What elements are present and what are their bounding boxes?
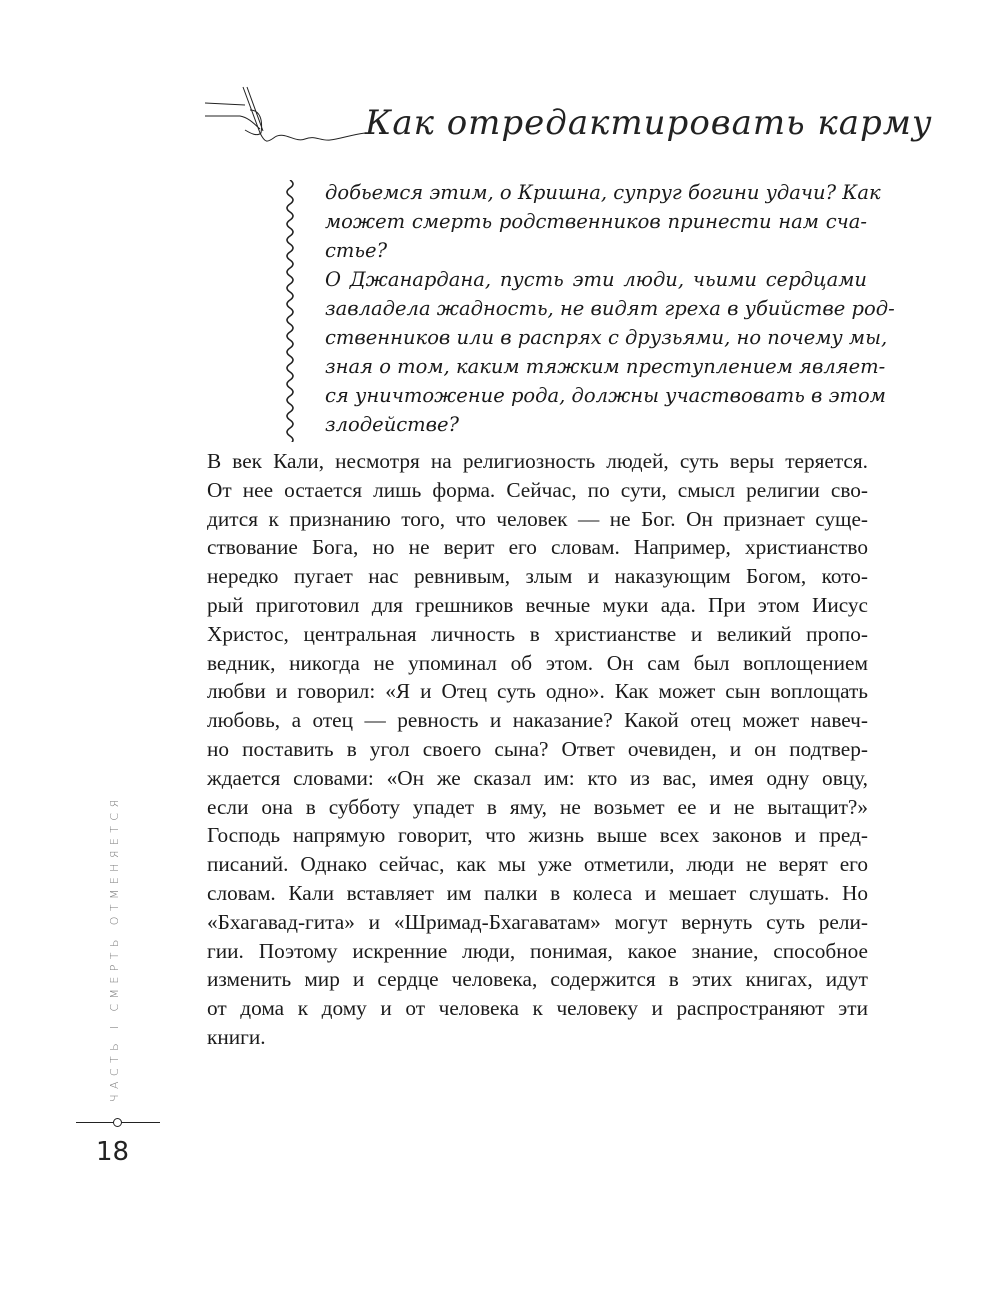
body-line: словам. Кали вставляет им палки в колеса и мешает слушать. Но (207, 880, 868, 905)
chapter-title: Как отредактировать карму (365, 103, 933, 143)
quote-line: может смерть родственников принести нам сча- (325, 210, 867, 233)
body-line: От нее остается лишь форма. Сейчас, по сути, смысл религии сво- (207, 477, 868, 502)
body-line: писаний. Однако сейчас, как мы уже отметили, люди не верят его (207, 852, 868, 877)
body-line: любви и говорил: «Я и Отец суть одно». Как может сын воплощать (207, 679, 868, 704)
wavy-quote-rule (283, 180, 297, 442)
quote-line: стье? (325, 239, 388, 262)
body-line: если она в субботу упадет в яму, не возьмет ее и не вытащит?» (207, 794, 868, 819)
footer-rule-dot (113, 1118, 122, 1127)
body-line: ждается словами: «Он же сказал им: кто из вас, имея одну овцу, (207, 765, 868, 790)
running-head: ЧАСТЬ I СМЕРТЬ ОТМЕНЯЕТСЯ (108, 794, 121, 1102)
verse-quote (325, 178, 895, 439)
body-line: гии. Поэтому искренние люди, понимая, какое знание, способное (207, 938, 868, 963)
chapter-header (205, 85, 933, 155)
quote-line: зная о том, каким тяжким преступлением являет- (325, 355, 886, 378)
quote-line: добьемся этим, о Кришна, супруг богини удачи? Как (325, 181, 881, 204)
body-line: Христос, центральная личность в христианстве и великий пропо- (207, 621, 868, 646)
body-line: книги. (207, 1024, 266, 1049)
quote-line: ся уничтожение рода, должны участвовать в этом (325, 384, 886, 407)
page-number: 18 (96, 1137, 130, 1167)
body-line: В век Кали, несмотря на религиозность людей, суть веры теряется. (207, 449, 868, 473)
body-line: Господь напрямую говорит, что жизнь выше всех законов и пред- (207, 823, 868, 848)
body-paragraph (207, 447, 868, 1052)
body-line: от дома к дому и от человека к человеку и распространяют эти (207, 996, 868, 1021)
body-line: дится к признанию того, что человек — не Бог. Он признает суще- (207, 506, 868, 531)
quote-line: завладела жадность, не видят греха в убийстве род- (325, 297, 895, 320)
quote-line: О Джанардана, пусть эти люди, чьими сердцами (325, 268, 867, 291)
body-line: нередко пугает нас ревнивым, злым и наказующим Богом, кото- (207, 564, 868, 589)
hand-with-pen-icon (205, 85, 375, 155)
body-line: изменить мир и сердце человека, содержится в этих книгах, идут (207, 967, 868, 992)
quote-line: ственников или в распрях с друзьями, но почему мы, (325, 326, 888, 349)
quote-line: злодействе? (325, 413, 460, 436)
body-line: «Бхагавад-гита» и «Шримад-Бхагаватам» могут вернуть суть рели- (207, 909, 868, 934)
body-line: любовь, а отец — ревность и наказание? Какой отец может навеч- (207, 708, 868, 733)
body-line: ствование Бога, но не верит его словам. Например, христианство (207, 535, 868, 560)
body-line: рый приготовил для грешников вечные муки ада. При этом Иисус (207, 592, 868, 617)
body-line: но поставить в угол своего сына? Ответ очевиден, и он подтвер- (207, 736, 868, 761)
body-line: ведник, никогда не упоминал об этом. Он сам был воплощением (207, 650, 868, 675)
